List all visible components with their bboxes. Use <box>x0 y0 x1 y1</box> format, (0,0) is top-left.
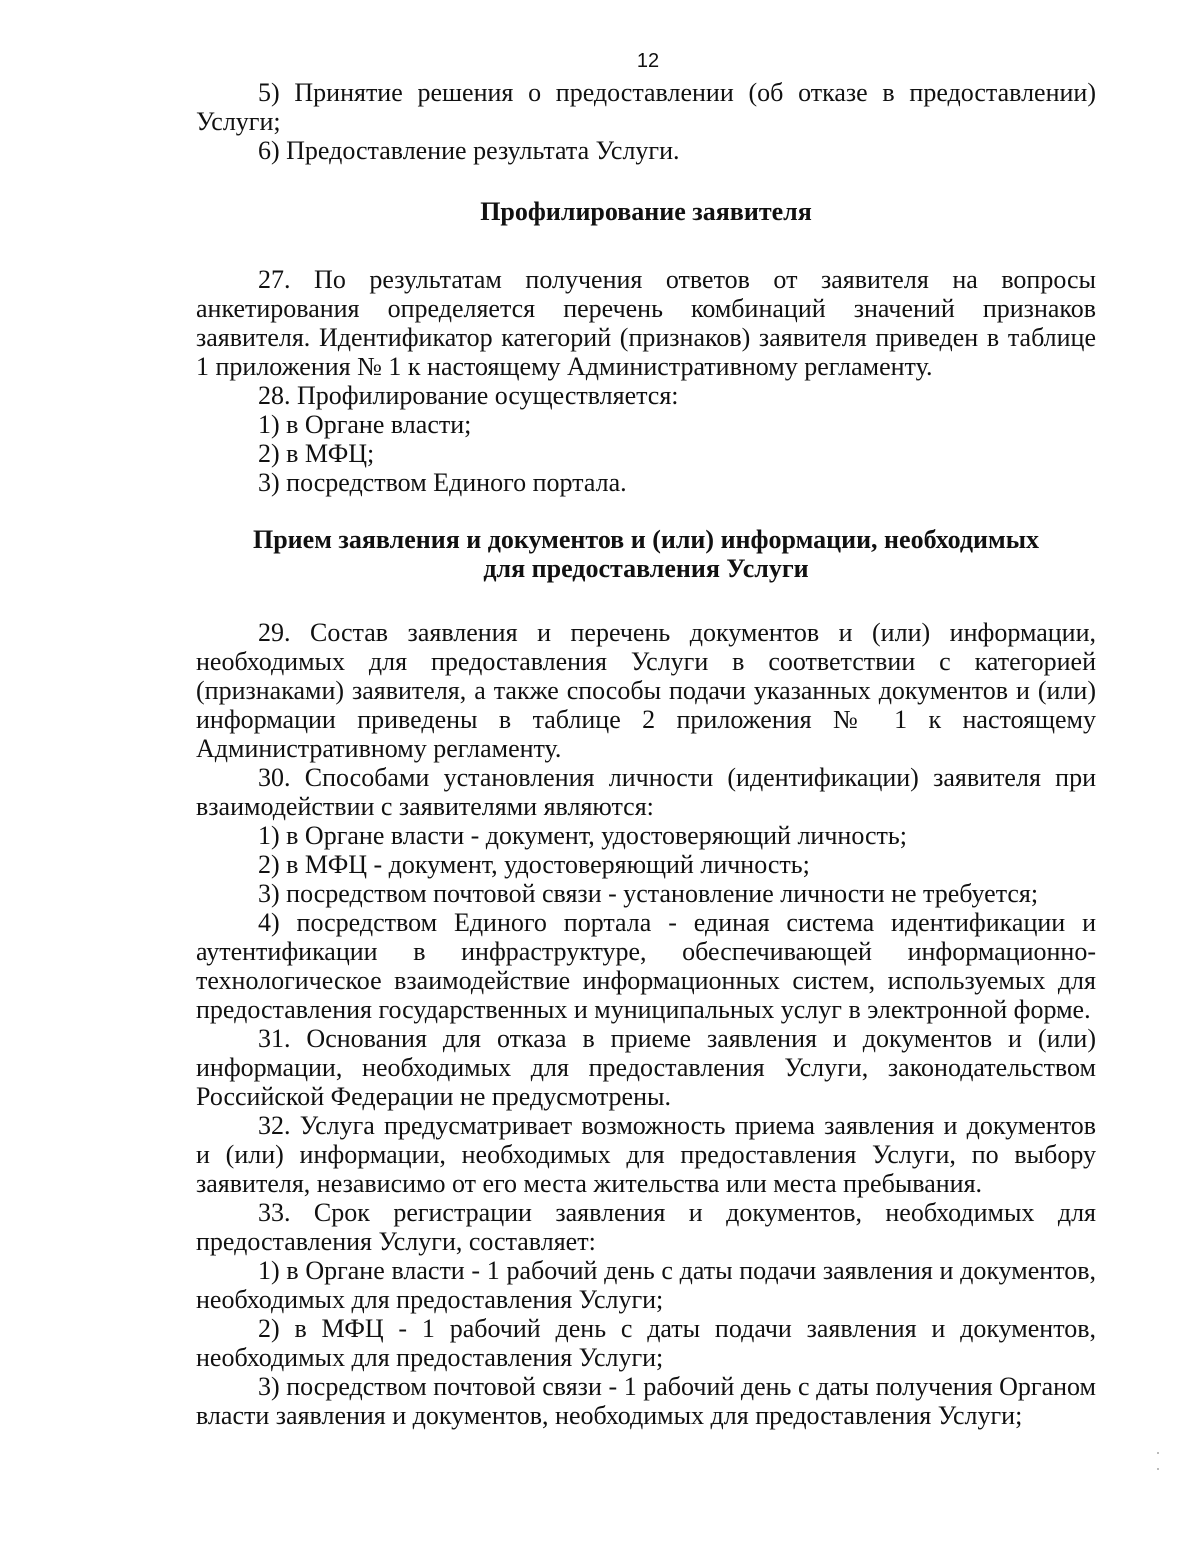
section-heading-profiling: Профилирование заявителя <box>480 197 812 226</box>
list-item-6: 6) Предоставление результата Услуги. <box>258 136 680 165</box>
paragraph-30-item-3: 3) посредством почтовой связи - установление личности не требуется; <box>258 879 1039 908</box>
paragraph-28-item-2: 2) в МФЦ; <box>258 439 375 468</box>
scan-speck <box>1157 1468 1159 1470</box>
page-number: 12 <box>636 50 660 72</box>
paragraph-28-item-3: 3) посредством Единого портала. <box>258 468 627 497</box>
paragraph-32: 32. Услуга предусматривает возможность приема заявления и документов и (или) информации, необходимых для предоставления Услуги, по выбору заявителя, независимо от его места жительства или места пребывания. <box>196 1111 1096 1198</box>
paragraph-33-item-3: 3) посредством почтовой связи - 1 рабочий день с даты получения Органом власти заявления и документов, необходимых для предоставления Услуги; <box>196 1372 1096 1430</box>
list-item-5: 5) Принятие решения о предоставлении (об отказе в предоставлении) Услуги; <box>196 78 1096 136</box>
paragraph-30-item-1: 1) в Органе власти - документ, удостоверяющий личность; <box>258 821 907 850</box>
paragraph-29: 29. Состав заявления и перечень документов и (или) информации, необходимых для предоставления Услуги в соответствии с категорией (признаками) заявителя, а также способы подачи указанных документов и (или) информации приведены в таблице 2 приложения № 1 к настоящему Административному регламенту. <box>196 618 1096 763</box>
paragraph-33-item-2: 2) в МФЦ - 1 рабочий день с даты подачи заявления и документов, необходимых для предоставления Услуги; <box>196 1314 1096 1372</box>
paragraph-30: 30. Способами установления личности (идентификации) заявителя при взаимодействии с заявителями являются: <box>196 763 1096 821</box>
section-heading-reception-line1: Прием заявления и документов и (или) информации, необходимых <box>252 525 1039 554</box>
paragraph-27: 27. По результатам получения ответов от заявителя на вопросы анкетирования определяется перечень комбинаций значений признаков заявителя. Идентификатор категорий (признаков) заявителя приведен в таблице 1 приложения № 1 к настоящему Административному регламенту. <box>196 265 1096 381</box>
paragraph-31: 31. Основания для отказа в приеме заявления и документов и (или) информации, необходимых для предоставления Услуги, законодательством Российской Федерации не предусмотрены. <box>196 1024 1096 1111</box>
document-body <box>196 78 1096 1430</box>
paragraph-33-item-1: 1) в Органе власти - 1 рабочий день с даты подачи заявления и документов, необходимых для предоставления Услуги; <box>196 1256 1096 1314</box>
paragraph-28-item-1: 1) в Органе власти; <box>258 410 472 439</box>
paragraph-33: 33. Срок регистрации заявления и документов, необходимых для предоставления Услуги, составляет: <box>196 1198 1096 1256</box>
paragraph-30-item-4: 4) посредством Единого портала - единая система идентификации и аутентификации в инфраструктуре, обеспечивающей информационно-технологическое взаимодействие информационных систем, используемых для предоставления государственных и муниципальных услуг в электронной форме. <box>196 908 1096 1024</box>
paragraph-30-item-2: 2) в МФЦ - документ, удостоверяющий личность; <box>258 850 810 879</box>
section-heading-reception-line2: для предоставления Услуги <box>483 554 809 583</box>
scan-speck <box>1157 1452 1159 1454</box>
paragraph-28: 28. Профилирование осуществляется: <box>258 381 679 410</box>
